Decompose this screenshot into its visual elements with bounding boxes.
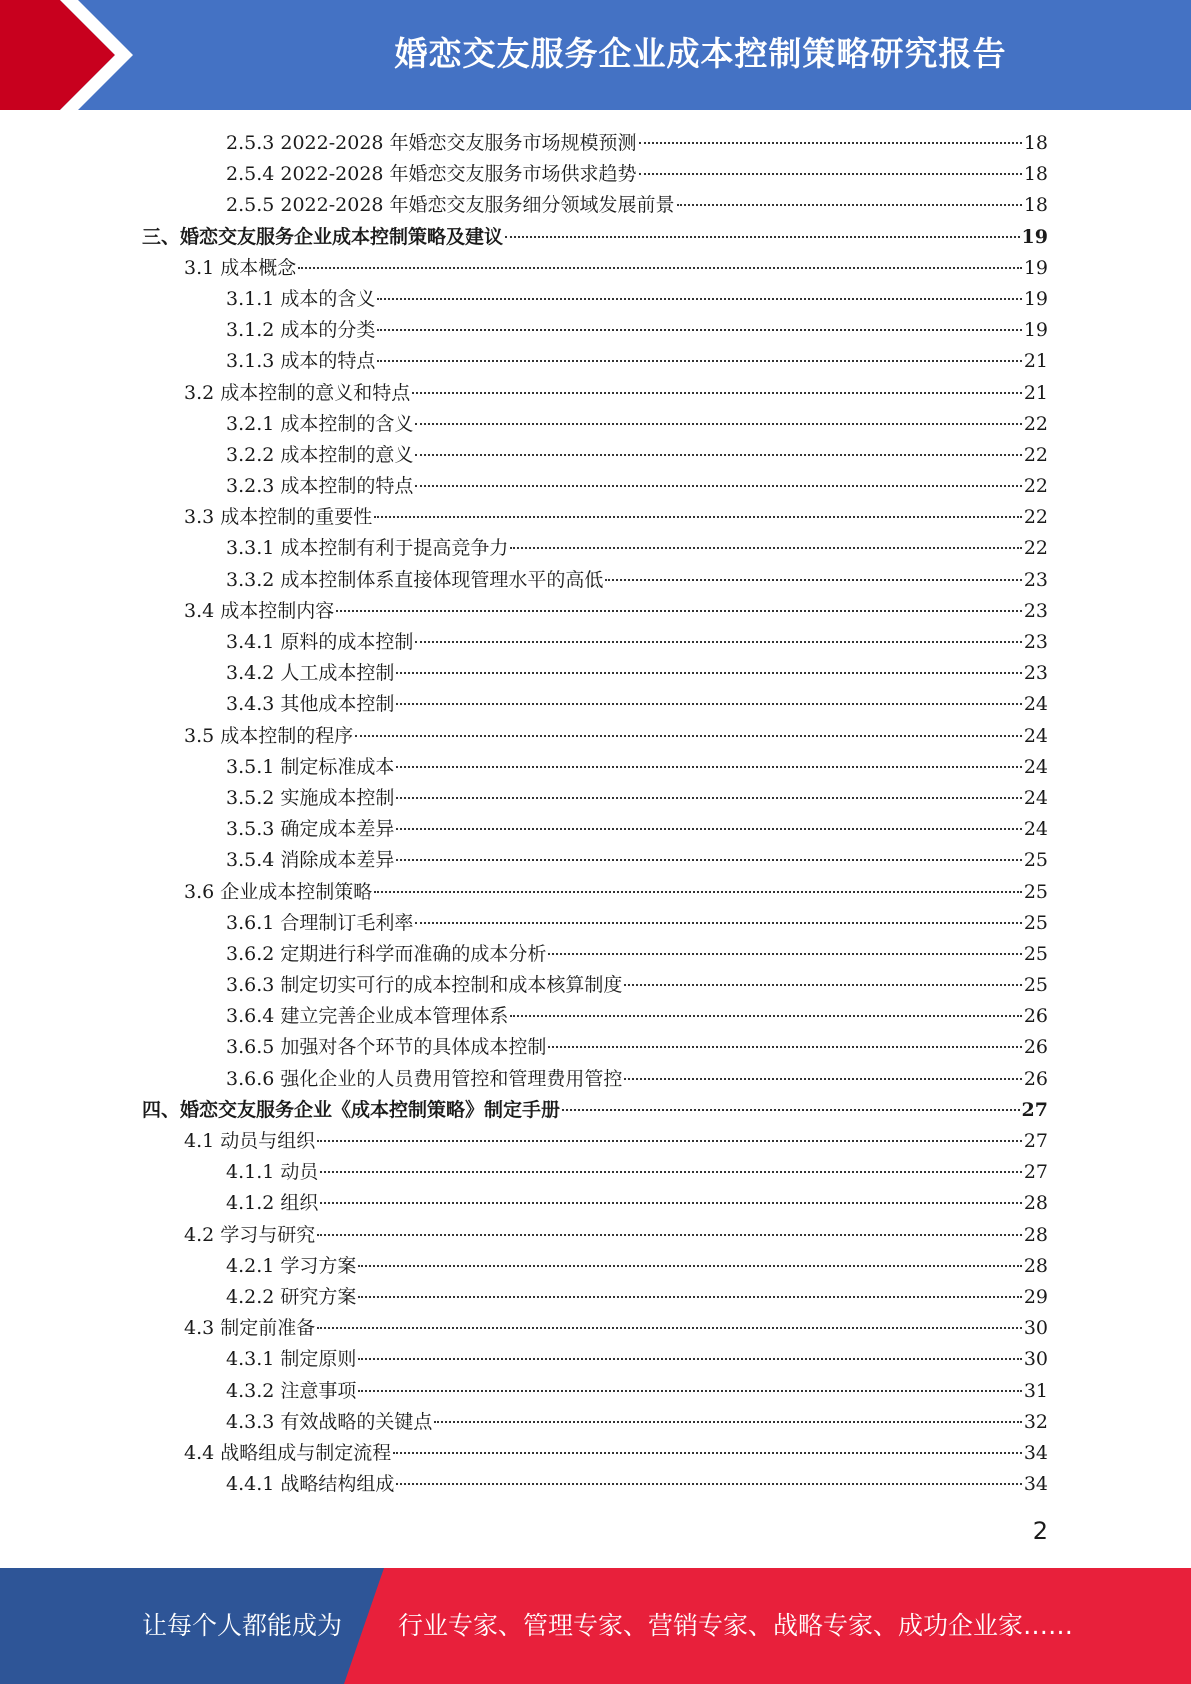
toc-subsection[interactable] — [142, 565, 1048, 596]
toc-section[interactable] — [142, 253, 1048, 284]
toc-dot-leader — [396, 672, 1021, 674]
toc-dot-leader — [396, 1483, 1021, 1485]
toc-dot-leader — [377, 329, 1021, 331]
toc-dot-leader — [396, 766, 1021, 768]
toc-entry-title: 4.1.2 组织 — [226, 1192, 319, 1215]
toc-entry-title: 3.6.5 加强对各个环节的具体成本控制 — [226, 1036, 547, 1059]
toc-dot-leader — [317, 1234, 1022, 1236]
page-number: 2 — [1032, 1517, 1048, 1545]
toc-subsection[interactable] — [142, 440, 1048, 471]
toc-entry-title: 3.1.2 成本的分类 — [226, 319, 376, 342]
toc-page-number: 27 — [1021, 1098, 1048, 1121]
toc-dot-leader — [415, 641, 1021, 643]
toc-page-number: 22 — [1023, 475, 1048, 498]
toc-page-number: 23 — [1023, 599, 1048, 622]
toc-subsection[interactable] — [142, 1032, 1048, 1063]
toc-dot-leader — [374, 891, 1022, 893]
toc-subsection[interactable] — [142, 627, 1048, 658]
toc-entry-title: 三、婚恋交友服务企业成本控制策略及建议 — [142, 225, 504, 248]
toc-page-number: 24 — [1023, 724, 1048, 747]
toc-page-number: 29 — [1023, 1285, 1048, 1308]
toc-entry-title: 3.2.3 成本控制的特点 — [226, 475, 414, 498]
toc-dot-leader — [415, 485, 1021, 487]
toc-entry-title: 3.4.1 原料的成本控制 — [226, 631, 414, 653]
toc-section[interactable] — [142, 1313, 1048, 1344]
toc-dot-leader — [605, 579, 1021, 581]
toc-entry-title: 4.1.1 动员 — [226, 1161, 319, 1184]
toc-entry-title: 3.4.3 其他成本控制 — [226, 693, 395, 716]
toc-entry-title: 3.5 成本控制的程序 — [184, 724, 354, 747]
toc-page-number: 24 — [1023, 786, 1048, 809]
toc-page-number: 26 — [1023, 1036, 1048, 1059]
table-of-contents — [142, 128, 1048, 1500]
toc-entry-title: 4.4 战略组成与制定流程 — [184, 1441, 392, 1464]
toc-dot-leader — [317, 1327, 1022, 1329]
toc-page-number: 19 — [1021, 225, 1048, 248]
toc-entry-title: 4.2 学习与研究 — [184, 1223, 316, 1246]
toc-page-number: 22 — [1023, 506, 1048, 529]
toc-entry-title: 2.5.3 2022-2028 年婚恋交友服务市场规模预测 — [226, 132, 637, 154]
toc-page-number: 19 — [1023, 256, 1048, 279]
toc-entry-title: 3.3.2 成本控制体系直接体现管理水平的高低 — [226, 568, 604, 591]
toc-entry-title: 4.2.2 研究方案 — [226, 1285, 357, 1308]
toc-entry-title: 4.2.1 学习方案 — [226, 1254, 357, 1277]
toc-dot-leader — [677, 204, 1022, 206]
toc-dot-leader — [396, 703, 1021, 705]
toc-entry-title: 3.6.4 建立完善企业成本管理体系 — [226, 1005, 509, 1028]
toc-page-number: 23 — [1023, 568, 1048, 591]
toc-entry-title: 3.5.4 消除成本差异 — [226, 849, 395, 872]
toc-dot-leader — [415, 922, 1021, 924]
toc-subsection[interactable] — [142, 315, 1048, 346]
toc-subsection[interactable] — [142, 284, 1048, 315]
toc-dot-leader — [639, 173, 1022, 175]
toc-subsection[interactable] — [142, 159, 1048, 190]
toc-dot-leader — [505, 236, 1020, 238]
footer-banner — [0, 1568, 1191, 1684]
toc-subsection[interactable] — [142, 783, 1048, 814]
toc-subsection[interactable] — [142, 845, 1048, 876]
header-banner — [0, 0, 1191, 110]
toc-entry-title: 4.3.2 注意事项 — [226, 1379, 357, 1402]
toc-dot-leader — [396, 828, 1021, 830]
toc-entry-title: 3.5.3 确定成本差异 — [226, 818, 395, 841]
toc-subsection[interactable] — [142, 939, 1048, 970]
toc-dot-leader — [377, 298, 1021, 300]
toc-page-number: 26 — [1023, 1067, 1048, 1090]
toc-entry-title: 2.5.4 2022-2028 年婚恋交友服务市场供求趋势 — [226, 163, 637, 186]
toc-dot-leader — [358, 1265, 1021, 1267]
toc-dot-leader — [415, 454, 1021, 456]
toc-page-number: 19 — [1023, 287, 1048, 310]
toc-subsection[interactable] — [142, 533, 1048, 564]
toc-entry-title: 3.6.2 定期进行科学而准确的成本分析 — [226, 942, 547, 965]
toc-entry-title: 4.3.3 有效战略的关键点 — [226, 1410, 433, 1433]
toc-entry-title: 4.3 制定前准备 — [184, 1317, 316, 1340]
toc-page-number: 25 — [1023, 942, 1048, 965]
toc-entry-title: 3.4 成本控制内容 — [184, 599, 335, 622]
toc-page-number: 24 — [1023, 755, 1048, 778]
toc-entry-title: 3.3.1 成本控制有利于提高竞争力 — [226, 537, 509, 560]
toc-page-number: 24 — [1023, 818, 1048, 841]
toc-entry-title: 3.6 企业成本控制策略 — [184, 880, 373, 903]
toc-page-number: 31 — [1023, 1379, 1048, 1402]
toc-subsection[interactable] — [142, 752, 1048, 783]
toc-page-number: 30 — [1023, 1317, 1048, 1340]
toc-dot-leader — [320, 1202, 1021, 1204]
toc-entry-title: 3.1.3 成本的特点 — [226, 350, 376, 373]
toc-subsection[interactable] — [142, 128, 1048, 159]
toc-dot-leader — [415, 423, 1021, 425]
toc-section[interactable] — [142, 721, 1048, 752]
toc-entry-title: 3.1 成本概念 — [184, 256, 297, 279]
toc-page-number: 28 — [1023, 1223, 1048, 1246]
toc-entry-title: 3.2 成本控制的意义和特点 — [184, 381, 411, 404]
toc-subsection[interactable] — [142, 1251, 1048, 1282]
footer-slogan-right: 行业专家、管理专家、营销专家、战略专家、成功企业家…… — [398, 1611, 1074, 1640]
toc-page-number: 18 — [1023, 194, 1048, 217]
toc-entry-title: 3.1.1 成本的含义 — [226, 287, 376, 310]
toc-page-number: 34 — [1023, 1441, 1048, 1464]
footer-slogan-left: 让每个人都能成为 — [142, 1611, 343, 1640]
toc-page-number: 28 — [1023, 1192, 1048, 1215]
toc-page-number: 24 — [1023, 693, 1048, 716]
toc-subsection[interactable] — [142, 1188, 1048, 1219]
toc-dot-leader — [510, 547, 1021, 549]
toc-page-number: 22 — [1023, 443, 1048, 466]
toc-section[interactable] — [142, 1438, 1048, 1469]
toc-section[interactable] — [142, 502, 1048, 533]
toc-page-number: 23 — [1023, 662, 1048, 685]
toc-page-number: 28 — [1023, 1254, 1048, 1277]
toc-page-number: 22 — [1023, 412, 1048, 435]
toc-subsection[interactable] — [142, 658, 1048, 689]
toc-subsection[interactable] — [142, 908, 1048, 939]
toc-page-number: 22 — [1023, 537, 1048, 560]
toc-dot-leader — [358, 1296, 1021, 1298]
toc-dot-leader — [639, 142, 1022, 144]
toc-chapter[interactable] — [142, 222, 1048, 253]
toc-page-number: 19 — [1023, 319, 1048, 342]
toc-page-number: 23 — [1023, 631, 1048, 653]
toc-page-number: 27 — [1023, 1161, 1048, 1184]
toc-subsection[interactable] — [142, 1376, 1048, 1407]
toc-dot-leader — [434, 1421, 1021, 1423]
toc-entry-title: 4.1 动员与组织 — [184, 1130, 316, 1152]
toc-dot-leader — [317, 1140, 1022, 1142]
toc-dot-leader — [358, 1390, 1021, 1392]
toc-dot-leader — [510, 1015, 1021, 1017]
toc-chapter[interactable] — [142, 1095, 1048, 1126]
toc-dot-leader — [358, 1358, 1021, 1360]
toc-subsection[interactable] — [142, 409, 1048, 440]
toc-section[interactable] — [142, 378, 1048, 409]
toc-subsection[interactable] — [142, 1157, 1048, 1188]
toc-page-number: 18 — [1023, 132, 1048, 154]
toc-entry-title: 3.5.1 制定标准成本 — [226, 755, 395, 778]
report-title: 婚恋交友服务企业成本控制策略研究报告 — [394, 34, 1007, 73]
toc-dot-leader — [336, 610, 1022, 612]
toc-dot-leader — [548, 1046, 1021, 1048]
toc-section[interactable] — [142, 1220, 1048, 1251]
toc-dot-leader — [412, 392, 1022, 394]
toc-dot-leader — [396, 859, 1021, 861]
toc-page-number: 25 — [1023, 911, 1048, 934]
toc-entry-title: 3.2.1 成本控制的含义 — [226, 412, 414, 435]
toc-entry-title: 3.6.3 制定切实可行的成本控制和成本核算制度 — [226, 974, 623, 997]
toc-page-number: 32 — [1023, 1410, 1048, 1433]
toc-page-number: 34 — [1023, 1473, 1048, 1496]
toc-page-number: 25 — [1023, 974, 1048, 997]
toc-entry-title: 3.6.6 强化企业的人员费用管控和管理费用管控 — [226, 1067, 623, 1090]
toc-entry-title: 2.5.5 2022-2028 年婚恋交友服务细分领域发展前景 — [226, 194, 675, 217]
toc-dot-leader — [298, 267, 1022, 269]
toc-entry-title: 4.4.1 战略结构组成 — [226, 1473, 395, 1496]
toc-entry-title: 3.6.1 合理制订毛利率 — [226, 911, 414, 934]
toc-subsection[interactable] — [142, 1407, 1048, 1438]
toc-subsection[interactable] — [142, 346, 1048, 377]
toc-page-number: 25 — [1023, 849, 1048, 872]
toc-entry-title: 3.5.2 实施成本控制 — [226, 786, 395, 809]
toc-subsection[interactable] — [142, 1469, 1048, 1500]
toc-dot-leader — [374, 516, 1022, 518]
toc-page-number: 27 — [1023, 1130, 1048, 1152]
toc-page-number: 21 — [1023, 350, 1048, 373]
toc-subsection[interactable] — [142, 970, 1048, 1001]
toc-subsection[interactable] — [142, 1282, 1048, 1313]
toc-section[interactable] — [142, 1126, 1048, 1157]
toc-subsection[interactable] — [142, 190, 1048, 221]
toc-dot-leader — [396, 797, 1021, 799]
toc-subsection[interactable] — [142, 1344, 1048, 1375]
toc-page-number: 30 — [1023, 1348, 1048, 1371]
toc-page-number: 18 — [1023, 163, 1048, 186]
toc-section[interactable] — [142, 877, 1048, 908]
arrow-chevron-icon — [0, 0, 160, 110]
toc-dot-leader — [562, 1109, 1020, 1111]
toc-entry-title: 3.3 成本控制的重要性 — [184, 506, 373, 529]
toc-dot-leader — [624, 984, 1021, 986]
toc-subsection[interactable] — [142, 689, 1048, 720]
toc-dot-leader — [355, 735, 1022, 737]
toc-entry-title: 4.3.1 制定原则 — [226, 1348, 357, 1371]
toc-entry-title: 3.2.2 成本控制的意义 — [226, 443, 414, 466]
toc-entry-title: 四、婚恋交友服务企业《成本控制策略》制定手册 — [142, 1098, 561, 1121]
toc-dot-leader — [548, 953, 1021, 955]
toc-page-number: 25 — [1023, 880, 1048, 903]
toc-subsection[interactable] — [142, 1001, 1048, 1032]
toc-entry-title: 3.4.2 人工成本控制 — [226, 662, 395, 685]
toc-dot-leader — [377, 360, 1021, 362]
toc-page-number: 21 — [1023, 381, 1048, 404]
toc-section[interactable] — [142, 596, 1048, 627]
toc-page-number: 26 — [1023, 1005, 1048, 1028]
toc-dot-leader — [624, 1078, 1021, 1080]
toc-subsection[interactable] — [142, 1064, 1048, 1095]
toc-dot-leader — [393, 1452, 1022, 1454]
toc-subsection[interactable] — [142, 471, 1048, 502]
toc-subsection[interactable] — [142, 814, 1048, 845]
toc-dot-leader — [320, 1171, 1021, 1173]
